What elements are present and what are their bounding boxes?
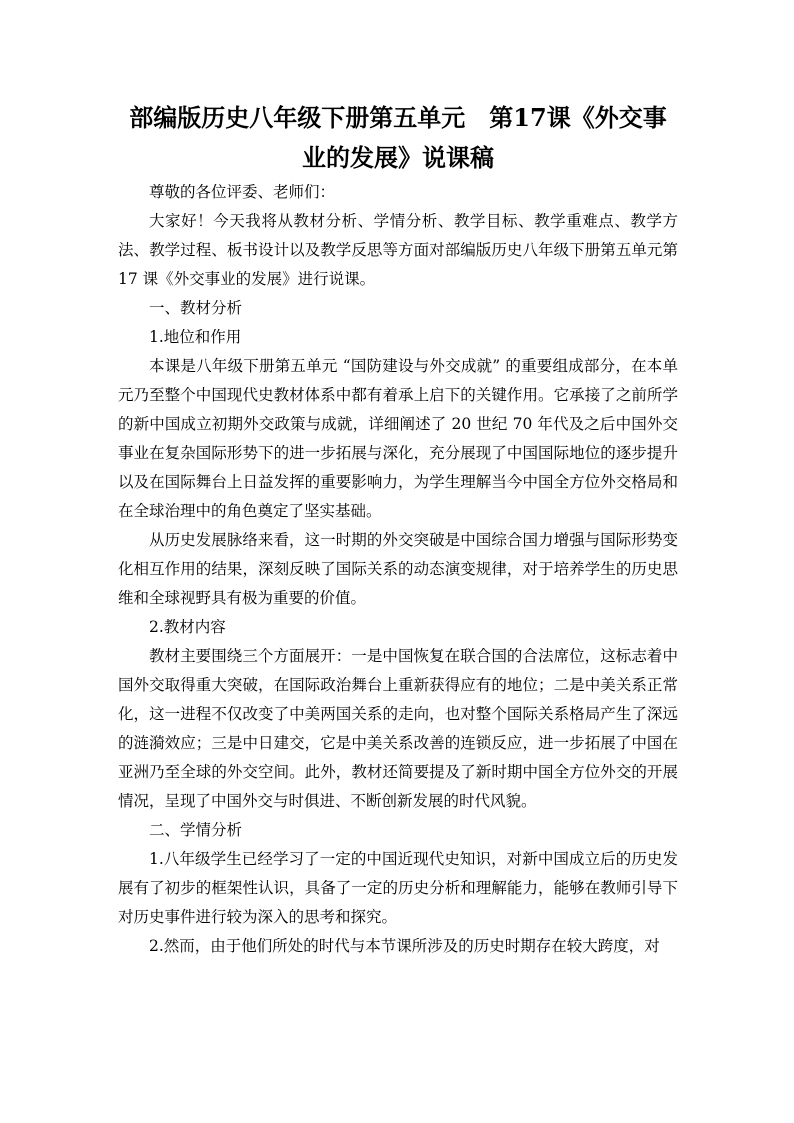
student-analysis-point-2: 2.然而，由于他们所处的时代与本节课所涉及的历史时期存在较大跨度，对 <box>149 937 660 955</box>
section-heading-textbook-analysis: 一、教材分析 <box>149 299 243 317</box>
document-body <box>118 98 678 961</box>
document-title: 部编版历史八年级下册第五单元 第17课《外交事业的发展》说课稿 <box>129 103 667 172</box>
salutation: 尊敬的各位评委、老师们： <box>149 183 336 201</box>
intro-paragraph: 大家好！今天我将从教材分析、学情分析、教学目标、教学重难点、教学方法、教学过程、板书设计以及教学反思等方面对部编版历史八年级下册第五单元第 17 课《外交事业的发展》进行说课。 <box>118 212 678 288</box>
subheading-textbook-content: 2.教材内容 <box>149 618 226 636</box>
subheading-position-role: 1.地位和作用 <box>149 328 242 346</box>
historical-context-paragraph: 从历史发展脉络来看，这一时期的外交突破是中国综合国力增强与国际形势变化相互作用的结果，深刻反映了国际关系的动态演变规律，对于培养学生的历史思维和全球视野具有极为重要的价值。 <box>118 531 678 607</box>
textbook-content-paragraph: 教材主要围绕三个方面展开：一是中国恢复在联合国的合法席位，这标志着中国外交取得重大突破，在国际政治舞台上重新获得应有的地位；二是中美关系正常化，这一进程不仅改变了中美两国关系的走向，也对整个国际关系格局产生了深远的涟漪效应；三是中日建交，它是中美关系改善的连锁反应，进一步拓展了中国在亚洲乃至全球的外交空间。此外，教材还简要提及了新时期中国全方位外交的开展情况，呈现了中国外交与时俱进、不断创新发展的时代风貌。 <box>118 647 678 810</box>
section-heading-student-analysis: 二、学情分析 <box>149 821 243 839</box>
student-analysis-point-1: 1.八年级学生已经学习了一定的中国近现代史知识，对新中国成立后的历史发展有了初步的框架性认识，具备了一定的历史分析和理解能力，能够在教师引导下对历史事件进行较为深入的思考和探究。 <box>118 850 678 926</box>
position-role-paragraph: 本课是八年级下册第五单元 “国防建设与外交成就” 的重要组成部分，在本单元乃至整个中国现代史教材体系中都有着承上启下的关键作用。它承接了之前所学的新中国成立初期外交政策与成就，详细阐述了 20 世纪 70 年代及之后中国外交事业在复杂国际形势下的进一步拓展与深化，充分展现了中国国际地位的逐步提升以及在国际舞台上日益发挥的重要影响力，为学生理解当今中国全方位外交格局和在全球治理中的角色奠定了坚实基础。 <box>118 357 678 520</box>
